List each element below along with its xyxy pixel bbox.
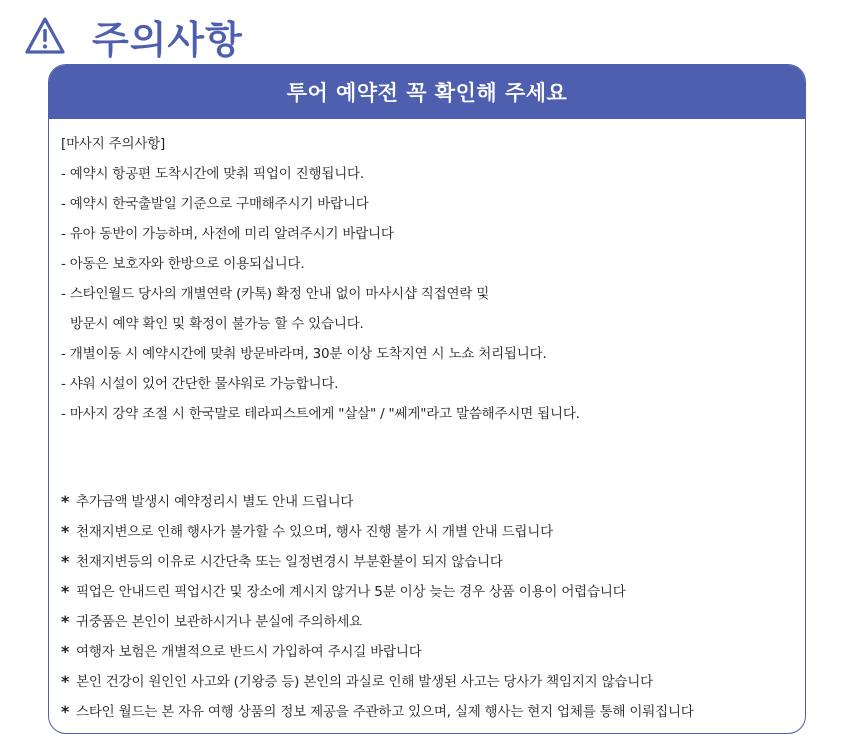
list-item: - 마사지 강약 조절 시 한국말로 테라피스트에게 "살살" / "쎄게"라고 말씀해주시면 됩니다. [61,406,580,422]
list-item: - 샤워 시설이 있어 간단한 물샤워로 가능합니다. [61,376,339,392]
asterisk-icon: * [61,702,70,721]
notice-item-text: 스타인 월드는 본 자유 여행 상품의 정보 제공을 주관하고 있으며, 실제 행사는 현지 업체를 통해 이뤄집니다 [76,704,694,720]
notice-item [61,547,805,577]
notice-item [61,517,805,547]
list-item: - 예약시 항공편 도착시간에 맞춰 픽업이 진행됩니다. [61,166,364,182]
list-item-continuation: 방문시 예약 확인 및 확정이 불가능 할 수 있습니다. [70,316,364,332]
warning-icon [24,15,66,57]
list-item: - 스타인월드 당사의 개별연락 (카톡) 확정 안내 없이 마사시샵 직접연락 및 [61,286,490,302]
asterisk-icon: * [61,582,70,601]
asterisk-icon: * [61,492,70,511]
list-item: - 예약시 한국출발일 기준으로 구매해주시기 바랍니다 [61,196,369,212]
notice-item-text: 귀중품은 본인이 보관하시거나 분실에 주의하세요 [76,614,363,630]
notice-heading [24,10,243,62]
notice-item-text: 여행자 보험은 개별적으로 반드시 가입하여 주시길 바랍니다 [76,644,422,660]
notice-header: 투어 예약전 꼭 확인해 주세요 [49,65,805,119]
asterisk-icon: * [61,642,70,661]
page-title: 주의사항 [92,17,243,62]
asterisk-icon: * [61,522,70,541]
notice-item-text: 천재지변으로 인해 행사가 불가할 수 있으며, 행사 진행 불가 시 개별 안내 드립니다 [76,524,553,540]
list-item: - 아동은 보호자와 한방으로 이용되십니다. [61,256,305,272]
list-item: - 유아 동반이 가능하며, 사전에 미리 알려주시기 바랍니다 [61,226,394,242]
section-title: [마사지 주의사항] [61,136,166,152]
asterisk-icon: * [61,672,70,691]
notice-item-text: 천재지변등의 이유로 시간단축 또는 일정변경시 부분환불이 되지 않습니다 [76,554,503,570]
notice-item-text: 본인 건강이 원인인 사고와 (기왕증 등) 본인의 과실로 인해 발생된 사고는 당사가 책임지지 않습니다 [76,674,653,690]
notice-item [61,667,805,697]
notice-body [49,119,805,727]
notice-item [61,487,805,517]
asterisk-icon: * [61,612,70,631]
notice-item-text: 추가금액 발생시 예약정리시 별도 안내 드립니다 [76,494,354,510]
list-item: - 개별이동 시 예약시간에 맞춰 방문바라며, 30분 이상 도착지연 시 노쇼 처리됩니다. [61,346,547,362]
notice-box [48,64,806,734]
notice-item [61,577,805,607]
notice-item-text: 픽업은 안내드린 픽업시간 및 장소에 계시지 않거나 5분 이상 늦는 경우 상품 이용이 어렵습니다 [76,584,626,600]
notice-item [61,697,805,727]
asterisk-icon: * [61,552,70,571]
notice-item [61,607,805,637]
notice-item [61,637,805,667]
